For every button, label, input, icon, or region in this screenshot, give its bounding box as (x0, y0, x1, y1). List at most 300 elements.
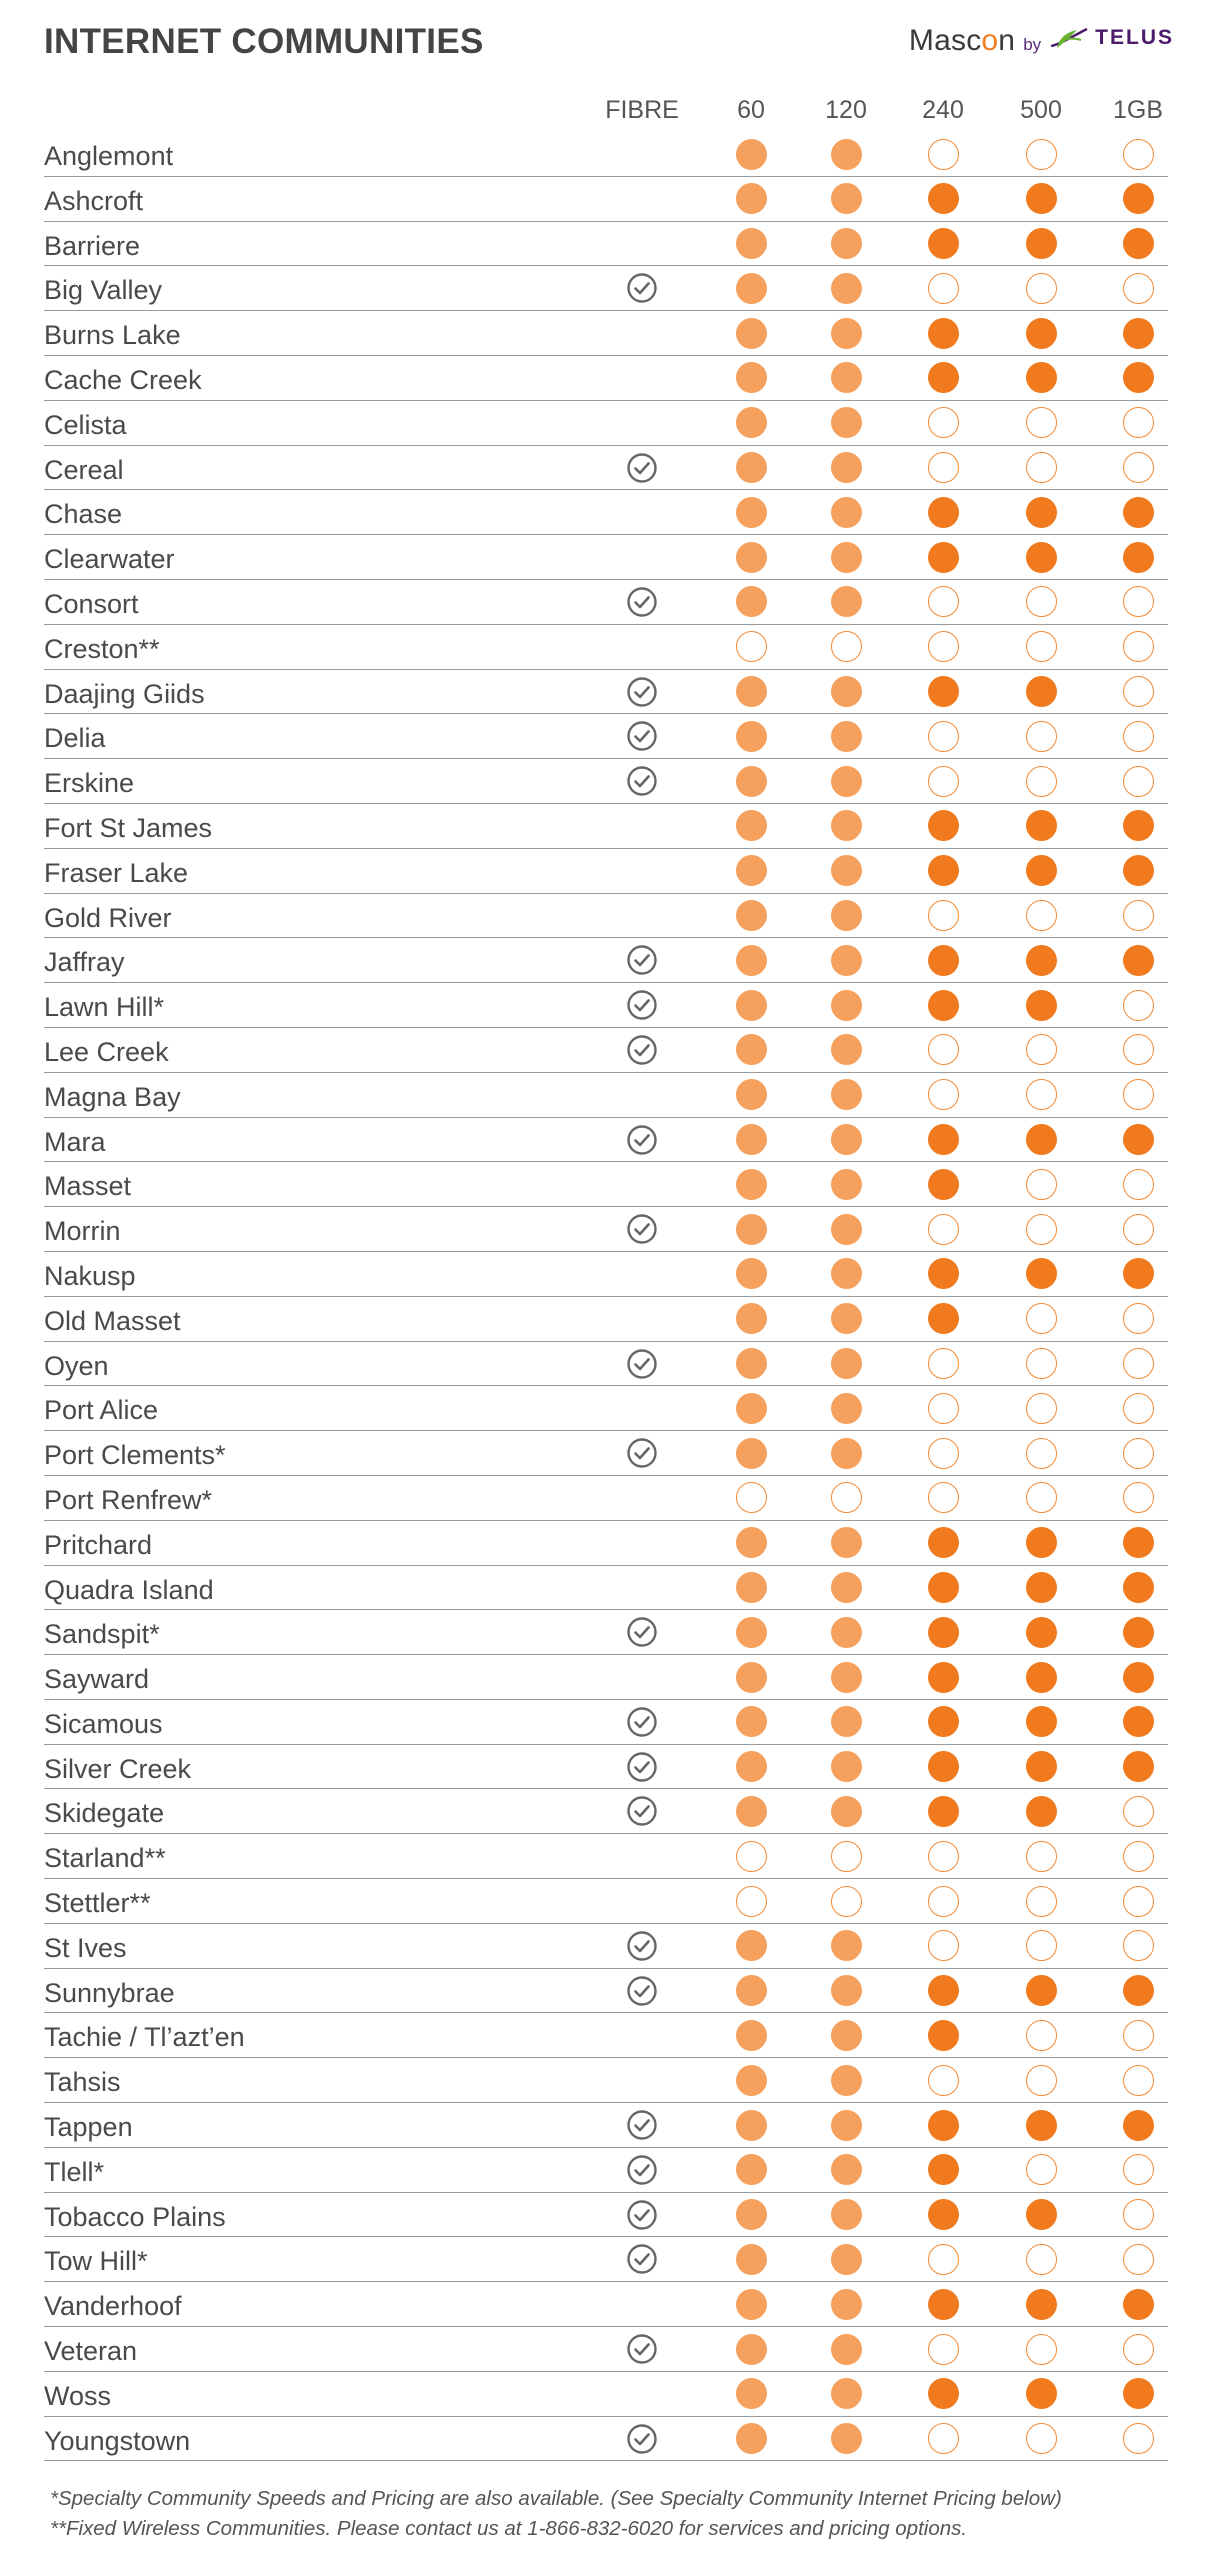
community-name: Celista (44, 409, 127, 440)
speed-cell-120 (828, 763, 864, 799)
speed-cell-120 (828, 360, 864, 396)
speed-240-unavailable-dot (928, 1930, 959, 1961)
speed-1gb-available-dot (1123, 1751, 1154, 1782)
speed-cell-1gb (1120, 315, 1156, 351)
speed-cell-240 (925, 2421, 961, 2457)
community-name: Veteran (44, 2336, 138, 2367)
table-row (44, 1789, 1168, 1834)
speed-cell-120 (828, 1435, 864, 1471)
speed-120-available-dot (831, 318, 862, 349)
speed-cell-60 (733, 494, 769, 530)
speed-cell-120 (828, 1883, 864, 1919)
speed-1gb-unavailable-dot (1123, 273, 1154, 304)
speed-cell-500 (1023, 2152, 1059, 2188)
speed-60-available-dot (736, 139, 767, 170)
speed-cell-500 (1023, 584, 1059, 620)
speed-cell-240 (925, 718, 961, 754)
speed-cell-500 (1023, 1973, 1059, 2009)
speed-60-available-dot (736, 542, 767, 573)
speed-60-available-dot (736, 452, 767, 483)
speed-cell-1gb (1120, 2376, 1156, 2412)
speed-cell-120 (828, 405, 864, 441)
speed-cell-60 (733, 1346, 769, 1382)
speed-cell-60 (733, 718, 769, 754)
speed-240-unavailable-dot (928, 1214, 959, 1245)
speed-60-available-dot (736, 766, 767, 797)
speed-240-unavailable-dot (928, 2244, 959, 2275)
speed-60-unavailable-dot (736, 631, 767, 662)
table-row (44, 1118, 1168, 1163)
speed-120-unavailable-dot (831, 1482, 862, 1513)
fibre-check-icon (624, 270, 660, 306)
speed-cell-500 (1023, 853, 1059, 889)
col-header-500: 500 (1020, 96, 1062, 124)
speed-120-available-dot (831, 497, 862, 528)
speed-cell-500 (1023, 1346, 1059, 1382)
speed-1gb-available-dot (1123, 2289, 1154, 2320)
table-row (44, 759, 1168, 804)
speed-500-unavailable-dot (1026, 1169, 1057, 1200)
speed-500-available-dot (1026, 318, 1057, 349)
fibre-check-icon (624, 674, 660, 710)
speed-cell-120 (828, 1614, 864, 1650)
speed-1gb-available-dot (1123, 1527, 1154, 1558)
speed-cell-1gb (1120, 1704, 1156, 1740)
speed-cell-120 (828, 1390, 864, 1426)
speed-cell-500 (1023, 1480, 1059, 1516)
speed-500-available-dot (1026, 990, 1057, 1021)
community-name: Clearwater (44, 544, 175, 575)
speed-500-unavailable-dot (1026, 1438, 1057, 1469)
table-row (44, 2193, 1168, 2238)
speed-240-available-dot (928, 2199, 959, 2230)
speed-cell-1gb (1120, 1838, 1156, 1874)
speed-cell-1gb (1120, 1614, 1156, 1650)
speed-cell-60 (733, 2197, 769, 2233)
speed-60-available-dot (736, 2244, 767, 2275)
speed-60-available-dot (736, 407, 767, 438)
fibre-check-icon (624, 1032, 660, 1068)
speed-240-available-dot (928, 1975, 959, 2006)
speed-cell-500 (1023, 181, 1059, 217)
col-header-1gb: 1GB (1112, 96, 1164, 124)
speed-cell-240 (925, 853, 961, 889)
speed-120-available-dot (831, 2244, 862, 2275)
speed-1gb-unavailable-dot (1123, 2020, 1154, 2051)
speed-cell-60 (733, 584, 769, 620)
speed-240-unavailable-dot (928, 1841, 959, 1872)
speed-1gb-unavailable-dot (1123, 139, 1154, 170)
speed-cell-60 (733, 629, 769, 665)
community-name: Fort St James (44, 812, 213, 843)
footnotes (50, 2484, 1180, 2544)
speed-60-available-dot (736, 2378, 767, 2409)
speed-120-available-dot (831, 1617, 862, 1648)
fibre-check-icon (624, 2331, 660, 2367)
table-row (44, 1431, 1168, 1476)
table-row (44, 1879, 1168, 1924)
speed-cell-60 (733, 1390, 769, 1426)
speed-cell-240 (925, 136, 961, 172)
speed-120-available-dot (831, 1662, 862, 1693)
community-name: Silver Creek (44, 1753, 192, 1784)
table-row (44, 2103, 1168, 2148)
speed-240-available-dot (928, 1617, 959, 1648)
community-name: Gold River (44, 902, 172, 933)
speed-cell-120 (828, 942, 864, 978)
speed-cell-120 (828, 450, 864, 486)
fibre-check-icon (624, 1793, 660, 1829)
speed-cell-120 (828, 987, 864, 1023)
speed-120-unavailable-dot (831, 631, 862, 662)
speed-cell-240 (925, 315, 961, 351)
speed-60-available-dot (736, 1617, 767, 1648)
speed-60-available-dot (736, 1527, 767, 1558)
speed-500-available-dot (1026, 542, 1057, 573)
table-row (44, 2148, 1168, 2193)
fibre-check-icon (624, 1928, 660, 1964)
speed-120-available-dot (831, 1975, 862, 2006)
speed-cell-500 (1023, 2197, 1059, 2233)
speed-120-unavailable-dot (831, 1841, 862, 1872)
speed-cell-60 (733, 1659, 769, 1695)
speed-240-available-dot (928, 2289, 959, 2320)
speed-500-available-dot (1026, 1796, 1057, 1827)
speed-120-available-dot (831, 1258, 862, 1289)
speed-500-unavailable-dot (1026, 2065, 1057, 2096)
speed-cell-240 (925, 898, 961, 934)
speed-240-unavailable-dot (928, 1482, 959, 1513)
speed-120-available-dot (831, 1169, 862, 1200)
col-header-60: 60 (737, 96, 765, 124)
speed-cell-60 (733, 2331, 769, 2367)
table-row (44, 2282, 1168, 2327)
speed-cell-1gb (1120, 226, 1156, 262)
speed-cell-60 (733, 1032, 769, 1068)
speed-cell-1gb (1120, 539, 1156, 575)
speed-60-available-dot (736, 2065, 767, 2096)
speed-1gb-unavailable-dot (1123, 407, 1154, 438)
speed-cell-120 (828, 1032, 864, 1068)
speed-240-available-dot (928, 945, 959, 976)
table-row (44, 1252, 1168, 1297)
fibre-check-icon (624, 2152, 660, 2188)
table-row (44, 580, 1168, 625)
speed-120-available-dot (831, 2020, 862, 2051)
col-header-120: 120 (825, 96, 867, 124)
speed-1gb-unavailable-dot (1123, 1393, 1154, 1424)
speed-500-available-dot (1026, 497, 1057, 528)
speed-240-available-dot (928, 855, 959, 886)
speed-cell-500 (1023, 1166, 1059, 1202)
community-name: Fraser Lake (44, 857, 189, 888)
speed-1gb-unavailable-dot (1123, 2199, 1154, 2230)
speed-60-available-dot (736, 497, 767, 528)
speed-240-available-dot (928, 1706, 959, 1737)
speed-240-available-dot (928, 1572, 959, 1603)
speed-120-available-dot (831, 542, 862, 573)
speed-cell-500 (1023, 315, 1059, 351)
speed-1gb-available-dot (1123, 2110, 1154, 2141)
speed-cell-120 (828, 1570, 864, 1606)
speed-cell-120 (828, 1077, 864, 1113)
speed-cell-1gb (1120, 674, 1156, 710)
speed-cell-60 (733, 1883, 769, 1919)
community-name: Big Valley (44, 275, 163, 306)
speed-cell-500 (1023, 942, 1059, 978)
table-row (44, 1745, 1168, 1790)
fibre-check-icon (624, 1211, 660, 1247)
speed-500-unavailable-dot (1026, 1930, 1057, 1961)
speed-cell-1gb (1120, 2197, 1156, 2233)
speed-240-available-dot (928, 318, 959, 349)
speed-cell-1gb (1120, 1973, 1156, 2009)
table-row (44, 222, 1168, 267)
speed-60-available-dot (736, 2110, 767, 2141)
speed-cell-240 (925, 1211, 961, 1247)
speed-cell-60 (733, 987, 769, 1023)
speed-cell-240 (925, 1659, 961, 1695)
speed-cell-120 (828, 1525, 864, 1561)
speed-240-unavailable-dot (928, 721, 959, 752)
speed-240-unavailable-dot (928, 2423, 959, 2454)
speed-cell-500 (1023, 2062, 1059, 2098)
fibre-check-icon (624, 1973, 660, 2009)
community-name: Vanderhoof (44, 2291, 182, 2322)
speed-1gb-unavailable-dot (1123, 1303, 1154, 1334)
speed-240-unavailable-dot (928, 1079, 959, 1110)
speed-60-available-dot (736, 1303, 767, 1334)
speed-cell-120 (828, 1122, 864, 1158)
speed-240-unavailable-dot (928, 586, 959, 617)
speed-cell-60 (733, 405, 769, 441)
page-title: INTERNET COMMUNITIES (44, 22, 484, 61)
speed-500-available-dot (1026, 810, 1057, 841)
speed-cell-1gb (1120, 1525, 1156, 1561)
speed-cell-1gb (1120, 853, 1156, 889)
speed-1gb-unavailable-dot (1123, 1169, 1154, 1200)
speed-cell-240 (925, 674, 961, 710)
table-row (44, 2327, 1168, 2372)
speed-cell-500 (1023, 494, 1059, 530)
speed-cell-240 (925, 1390, 961, 1426)
community-name: Burns Lake (44, 320, 181, 351)
speed-1gb-unavailable-dot (1123, 2065, 1154, 2096)
speed-cell-500 (1023, 718, 1059, 754)
speed-120-available-dot (831, 810, 862, 841)
speed-240-unavailable-dot (928, 900, 959, 931)
speed-500-available-dot (1026, 1258, 1057, 1289)
speed-cell-500 (1023, 1032, 1059, 1068)
speed-cell-120 (828, 2062, 864, 2098)
speed-500-available-dot (1026, 855, 1057, 886)
speed-60-available-dot (736, 855, 767, 886)
speed-500-available-dot (1026, 2289, 1057, 2320)
fibre-check-icon (624, 987, 660, 1023)
speed-cell-60 (733, 539, 769, 575)
speed-cell-60 (733, 2017, 769, 2053)
fibre-check-icon (624, 1614, 660, 1650)
speed-500-available-dot (1026, 2199, 1057, 2230)
speed-cell-240 (925, 1883, 961, 1919)
speed-cell-60 (733, 2062, 769, 2098)
speed-cell-500 (1023, 2241, 1059, 2277)
speed-1gb-unavailable-dot (1123, 721, 1154, 752)
fibre-check-icon (624, 718, 660, 754)
table-row (44, 1610, 1168, 1655)
community-name: Tobacco Plains (44, 2201, 226, 2232)
speed-1gb-unavailable-dot (1123, 1214, 1154, 1245)
speed-1gb-unavailable-dot (1123, 1930, 1154, 1961)
speed-240-available-dot (928, 1258, 959, 1289)
speed-60-unavailable-dot (736, 1841, 767, 1872)
speed-1gb-available-dot (1123, 1572, 1154, 1603)
speed-60-available-dot (736, 1214, 767, 1245)
speed-cell-240 (925, 2286, 961, 2322)
speed-240-unavailable-dot (928, 1393, 959, 1424)
speed-cell-60 (733, 1166, 769, 1202)
speed-1gb-available-dot (1123, 855, 1154, 886)
speed-cell-500 (1023, 1525, 1059, 1561)
speed-1gb-unavailable-dot (1123, 1482, 1154, 1513)
speed-cell-500 (1023, 2286, 1059, 2322)
speed-240-available-dot (928, 2378, 959, 2409)
speed-500-unavailable-dot (1026, 273, 1057, 304)
speed-cell-240 (925, 1525, 961, 1561)
speed-cell-120 (828, 2017, 864, 2053)
community-name: Sayward (44, 1664, 150, 1695)
speed-cell-500 (1023, 1077, 1059, 1113)
community-name: Port Renfrew* (44, 1484, 213, 1515)
speed-500-available-dot (1026, 2378, 1057, 2409)
speed-cell-1gb (1120, 1032, 1156, 1068)
speed-cell-1gb (1120, 181, 1156, 217)
speed-240-unavailable-dot (928, 2065, 959, 2096)
speed-cell-120 (828, 1704, 864, 1740)
speed-cell-1gb (1120, 2331, 1156, 2367)
speed-120-available-dot (831, 586, 862, 617)
speed-cell-120 (828, 898, 864, 934)
speed-120-available-dot (831, 2334, 862, 2365)
speed-500-available-dot (1026, 676, 1057, 707)
speed-cell-120 (828, 1659, 864, 1695)
speed-1gb-available-dot (1123, 228, 1154, 259)
speed-cell-1gb (1120, 1346, 1156, 1382)
table-row (44, 670, 1168, 715)
speed-120-available-dot (831, 2289, 862, 2320)
speed-cell-60 (733, 1973, 769, 2009)
speed-60-available-dot (736, 1930, 767, 1961)
table-row (44, 1207, 1168, 1252)
speed-1gb-available-dot (1123, 1706, 1154, 1737)
speed-500-unavailable-dot (1026, 1393, 1057, 1424)
speed-120-unavailable-dot (831, 1886, 862, 1917)
speed-60-unavailable-dot (736, 1482, 767, 1513)
speed-cell-120 (828, 2197, 864, 2233)
community-name: Cereal (44, 454, 124, 485)
table-row (44, 983, 1168, 1028)
speed-cell-1gb (1120, 629, 1156, 665)
speed-cell-120 (828, 2107, 864, 2143)
speed-500-available-dot (1026, 1617, 1057, 1648)
speed-120-available-dot (831, 2423, 862, 2454)
speed-240-unavailable-dot (928, 273, 959, 304)
speed-cell-60 (733, 1301, 769, 1337)
speed-1gb-unavailable-dot (1123, 1079, 1154, 1110)
speed-cell-60 (733, 450, 769, 486)
speed-240-unavailable-dot (928, 452, 959, 483)
speed-cell-500 (1023, 674, 1059, 710)
speed-1gb-available-dot (1123, 810, 1154, 841)
speed-cell-120 (828, 1838, 864, 1874)
speed-cell-500 (1023, 539, 1059, 575)
speed-cell-1gb (1120, 1793, 1156, 1829)
speed-1gb-unavailable-dot (1123, 2423, 1154, 2454)
speed-500-unavailable-dot (1026, 721, 1057, 752)
column-headers (0, 88, 1218, 132)
table-row (44, 849, 1168, 894)
speed-240-available-dot (928, 2154, 959, 2185)
speed-cell-1gb (1120, 494, 1156, 530)
speed-500-available-dot (1026, 1662, 1057, 1693)
table-row (44, 938, 1168, 983)
speed-120-available-dot (831, 1706, 862, 1737)
speed-500-unavailable-dot (1026, 586, 1057, 617)
speed-1gb-available-dot (1123, 1662, 1154, 1693)
fibre-check-icon (624, 450, 660, 486)
speed-1gb-unavailable-dot (1123, 1438, 1154, 1469)
community-name: Tappen (44, 2112, 133, 2143)
community-name: Erskine (44, 768, 135, 799)
speed-1gb-available-dot (1123, 542, 1154, 573)
speed-120-available-dot (831, 945, 862, 976)
speed-240-available-dot (928, 1662, 959, 1693)
table-row (44, 132, 1168, 177)
table-row (44, 177, 1168, 222)
table-row (44, 1924, 1168, 1969)
speed-120-available-dot (831, 1348, 862, 1379)
speed-500-available-dot (1026, 945, 1057, 976)
telus-leaf-icon (1049, 26, 1089, 50)
speed-500-unavailable-dot (1026, 1886, 1057, 1917)
speed-60-available-dot (736, 2289, 767, 2320)
speed-cell-120 (828, 853, 864, 889)
speed-cell-60 (733, 1435, 769, 1471)
fibre-check-icon (624, 942, 660, 978)
speed-cell-120 (828, 181, 864, 217)
speed-1gb-unavailable-dot (1123, 452, 1154, 483)
speed-120-available-dot (831, 407, 862, 438)
speed-cell-500 (1023, 1390, 1059, 1426)
community-name: Quadra Island (44, 1574, 214, 1605)
speed-1gb-available-dot (1123, 1975, 1154, 2006)
table-row (44, 446, 1168, 491)
speed-cell-120 (828, 2331, 864, 2367)
speed-240-available-dot (928, 362, 959, 393)
table-row (44, 535, 1168, 580)
speed-500-available-dot (1026, 2110, 1057, 2141)
speed-240-available-dot (928, 1169, 959, 1200)
community-name: Woss (44, 2380, 112, 2411)
speed-60-available-dot (736, 810, 767, 841)
table-row (44, 894, 1168, 939)
speed-240-unavailable-dot (928, 407, 959, 438)
speed-500-unavailable-dot (1026, 900, 1057, 931)
speed-120-available-dot (831, 1303, 862, 1334)
speed-cell-120 (828, 2152, 864, 2188)
speed-240-unavailable-dot (928, 766, 959, 797)
speed-cell-500 (1023, 1838, 1059, 1874)
